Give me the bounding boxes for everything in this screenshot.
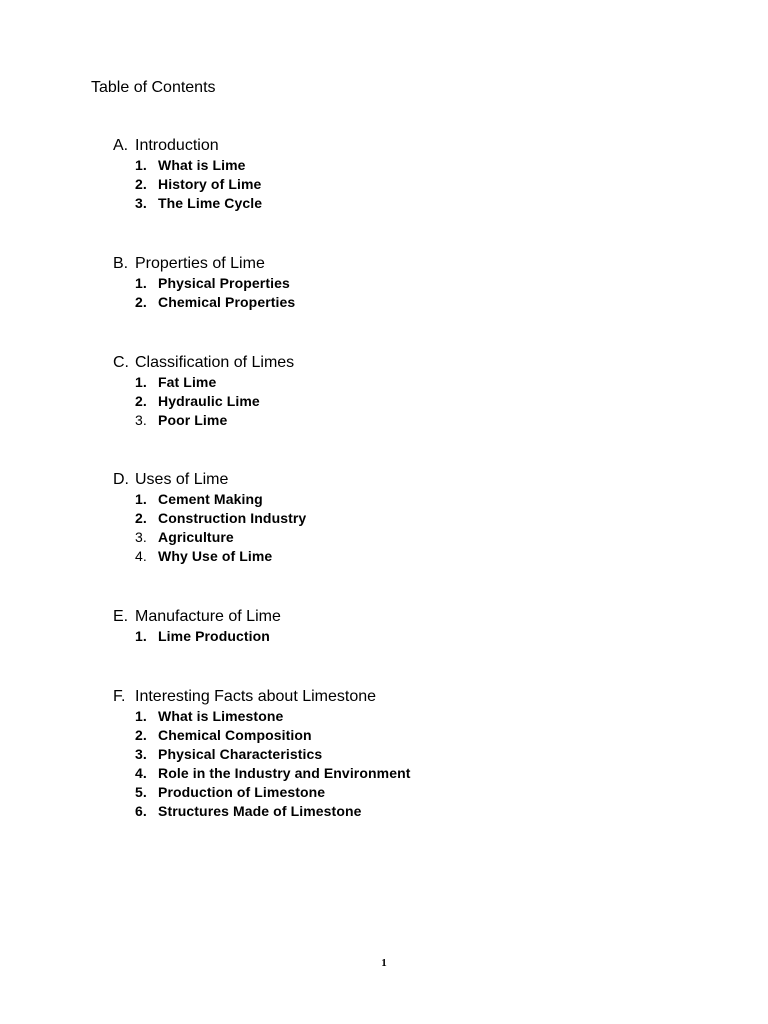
item-number: 1. bbox=[135, 275, 147, 291]
item-number: 1. bbox=[135, 374, 147, 390]
toc-section-a bbox=[113, 136, 673, 213]
toc-item bbox=[113, 745, 673, 764]
item-number: 3. bbox=[135, 412, 147, 429]
toc-item-list bbox=[113, 627, 673, 646]
toc-item bbox=[113, 802, 673, 821]
item-label: Production of Limestone bbox=[158, 784, 326, 801]
item-label: History of Lime bbox=[158, 176, 262, 193]
toc-section-c bbox=[113, 353, 673, 430]
toc-item-list bbox=[113, 156, 673, 213]
page-title: Table of Contents bbox=[91, 79, 216, 96]
section-heading bbox=[113, 353, 673, 373]
section-title: Classification of Limes bbox=[135, 354, 295, 371]
toc-item bbox=[113, 764, 673, 783]
toc-item-list bbox=[113, 490, 673, 566]
toc-item bbox=[113, 373, 673, 392]
section-heading bbox=[113, 136, 673, 156]
section-letter: F. bbox=[113, 688, 126, 705]
toc-item bbox=[113, 392, 673, 411]
item-label: The Lime Cycle bbox=[158, 195, 263, 212]
toc-item-list bbox=[113, 707, 673, 822]
toc-item bbox=[113, 707, 673, 726]
item-number: 3. bbox=[135, 746, 147, 763]
section-heading bbox=[113, 254, 673, 274]
toc-item bbox=[113, 528, 673, 547]
item-number: 1. bbox=[135, 491, 147, 507]
item-number: 6. bbox=[135, 803, 147, 820]
section-title: Interesting Facts about Limestone bbox=[135, 688, 377, 705]
toc-item bbox=[113, 547, 673, 566]
item-number: 4. bbox=[135, 548, 147, 565]
item-label: Structures Made of Limestone bbox=[158, 803, 362, 820]
section-title: Introduction bbox=[135, 137, 219, 154]
item-number: 2. bbox=[135, 727, 147, 744]
item-number: 2. bbox=[135, 176, 147, 193]
item-number: 3. bbox=[135, 529, 147, 546]
item-label: Fat Lime bbox=[158, 374, 217, 390]
item-number: 3. bbox=[135, 195, 147, 212]
section-letter: D. bbox=[113, 471, 129, 488]
toc-item bbox=[113, 194, 673, 213]
toc-section-b bbox=[113, 254, 673, 312]
toc-item bbox=[113, 175, 673, 194]
item-label: Hydraulic Lime bbox=[158, 393, 260, 410]
toc-section-f bbox=[113, 687, 673, 822]
toc-item bbox=[113, 783, 673, 802]
item-number: 4. bbox=[135, 765, 147, 782]
item-number: 2. bbox=[135, 393, 147, 410]
section-title: Manufacture of Lime bbox=[135, 608, 281, 625]
item-number: 1. bbox=[135, 708, 147, 724]
toc-item bbox=[113, 293, 673, 312]
section-heading bbox=[113, 470, 673, 490]
item-label: What is Lime bbox=[158, 157, 246, 173]
toc-item-list bbox=[113, 274, 673, 312]
section-heading bbox=[113, 607, 673, 627]
section-title: Properties of Lime bbox=[135, 255, 265, 272]
toc-item bbox=[113, 274, 673, 293]
section-letter: B. bbox=[113, 255, 129, 272]
toc-item bbox=[113, 509, 673, 528]
toc-item bbox=[113, 156, 673, 175]
toc-item bbox=[113, 726, 673, 745]
toc-item bbox=[113, 411, 673, 430]
item-number: 5. bbox=[135, 784, 147, 801]
item-label: Physical Characteristics bbox=[158, 746, 323, 763]
section-letter: A. bbox=[113, 137, 129, 154]
item-number: 2. bbox=[135, 510, 147, 527]
section-letter: C. bbox=[113, 354, 129, 371]
toc-section-e bbox=[113, 607, 673, 646]
item-label: Role in the Industry and Environment bbox=[158, 765, 411, 782]
toc-item-list bbox=[113, 373, 673, 430]
section-letter: E. bbox=[113, 608, 129, 625]
section-title: Uses of Lime bbox=[135, 471, 229, 488]
section-heading bbox=[113, 687, 673, 707]
item-number: 1. bbox=[135, 628, 147, 644]
item-label: What is Limestone bbox=[158, 708, 284, 724]
item-number: 2. bbox=[135, 294, 147, 311]
item-label: Physical Properties bbox=[158, 275, 290, 291]
toc-section-d bbox=[113, 470, 673, 566]
item-label: Chemical Properties bbox=[158, 294, 296, 311]
item-label: Why Use of Lime bbox=[158, 548, 273, 565]
toc-item bbox=[113, 490, 673, 509]
toc-item bbox=[113, 627, 673, 646]
item-label: Cement Making bbox=[158, 491, 263, 507]
item-label: Construction Industry bbox=[158, 510, 307, 527]
item-label: Lime Production bbox=[158, 628, 270, 644]
item-label: Agriculture bbox=[158, 529, 234, 546]
item-number: 1. bbox=[135, 157, 147, 173]
item-label: Chemical Composition bbox=[158, 727, 312, 744]
page-number: 1 bbox=[381, 957, 387, 969]
item-label: Poor Lime bbox=[158, 412, 228, 429]
